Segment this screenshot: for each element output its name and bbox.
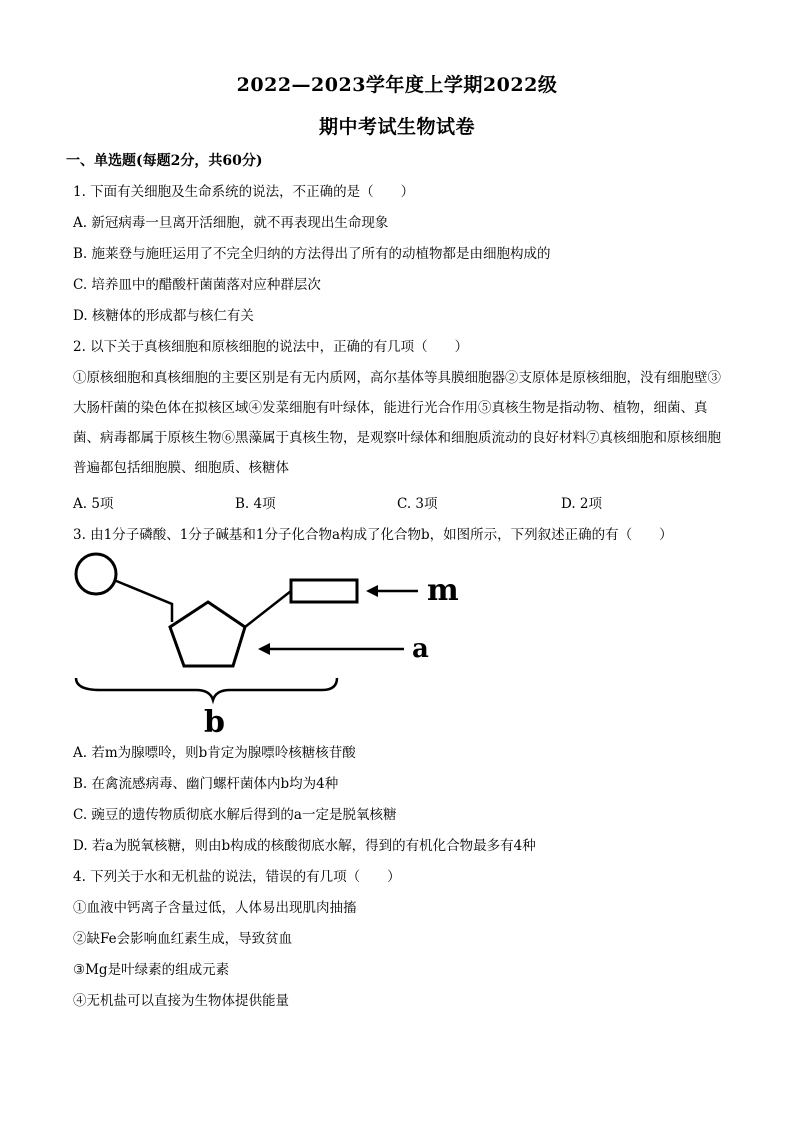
q3-stem: 3. 由1分子磷酸、1分子碱基和1分子化合物a构成了化合物b，如图所示，下列叙述正确的有（ ） xyxy=(73,527,673,543)
q2-options xyxy=(73,494,723,514)
nucleotide-diagram xyxy=(60,548,480,743)
q2-option-c: C. 3项 xyxy=(397,496,438,512)
label-m: m xyxy=(427,573,459,608)
q3-option-a: A. 若m为腺嘌呤，则b肯定为腺嘌呤核糖核苷酸 xyxy=(73,745,356,761)
base-bond xyxy=(245,591,291,627)
label-a: a xyxy=(412,634,429,664)
phosphate-circle xyxy=(76,554,116,594)
exam-title-line2: 期中考试生物试卷 xyxy=(318,116,475,138)
section-heading: 一、单选题(每题2分，共60分) xyxy=(66,153,263,169)
label-b: b xyxy=(204,705,225,740)
q3-option-b: B. 在禽流感病毒、幽门螺杆菌体内b均为4种 xyxy=(73,776,339,792)
exam-title-line1: 2022—2023学年度上学期2022级 xyxy=(236,74,558,96)
q2-option-b: B. 4项 xyxy=(235,496,276,512)
q4-statement-3: ③Mg是叶绿素的组成元素 xyxy=(73,962,230,978)
brace xyxy=(76,678,337,700)
base-rectangle xyxy=(291,580,357,602)
q2-stem: 2. 以下关于真核细胞和原核细胞的说法中，正确的有几项（ ） xyxy=(73,339,469,355)
arrow-a-head xyxy=(258,643,270,655)
q4-statement-2: ②缺Fe会影响血红素生成，导致贫血 xyxy=(73,931,293,947)
pentose-pentagon xyxy=(170,602,245,666)
q2-option-a: A. 5项 xyxy=(73,496,114,512)
q1-option-c: C. 培养皿中的醋酸杆菌菌落对应种群层次 xyxy=(73,277,321,293)
q1-stem: 1. 下面有关细胞及生命系统的说法，不正确的是（ ） xyxy=(73,184,415,200)
q3-option-d: D. 若a为脱氧核糖，则由b构成的核酸彻底水解，得到的有机化合物最多有4种 xyxy=(73,838,536,854)
q4-statement-1: ①血液中钙离子含量过低，人体易出现肌肉抽搐 xyxy=(73,900,357,916)
q1-option-d: D. 核糖体的形成都与核仁有关 xyxy=(73,308,254,324)
q1-option-b: B. 施莱登与施旺运用了不完全归纳的方法得出了所有的动植物都是由细胞构成的 xyxy=(73,246,551,262)
q2-statements: ①原核细胞和真核细胞的主要区别是有无内质网，高尔基体等具膜细胞器②支原体是原核细胞，没有细胞壁③大肠杆菌的染色体在拟核区域④发菜细胞有叶绿体，能进行光合作用⑤真核生物是指动物、植物，细菌、真菌、病毒都属于原核生物⑥黑藻属于真核生物，是观察叶绿体和细胞质流动的良好材料⑦真核细胞和原核细胞普遍都包括细胞膜、细胞质、核糖体 xyxy=(73,370,721,476)
q1-option-a: A. 新冠病毒一旦离开活细胞，就不再表现出生命现象 xyxy=(73,215,389,231)
arrow-m-head xyxy=(366,585,378,597)
q4-statement-4: ④无机盐可以直接为生物体提供能量 xyxy=(73,993,289,1009)
phosphate-bond xyxy=(114,580,172,622)
q3-option-c: C. 豌豆的遗传物质彻底水解后得到的a一定是脱氧核糖 xyxy=(73,807,397,823)
q4-stem: 4. 下列关于水和无机盐的说法，错误的有几项（ ） xyxy=(73,869,401,885)
q2-option-d: D. 2项 xyxy=(561,496,603,512)
